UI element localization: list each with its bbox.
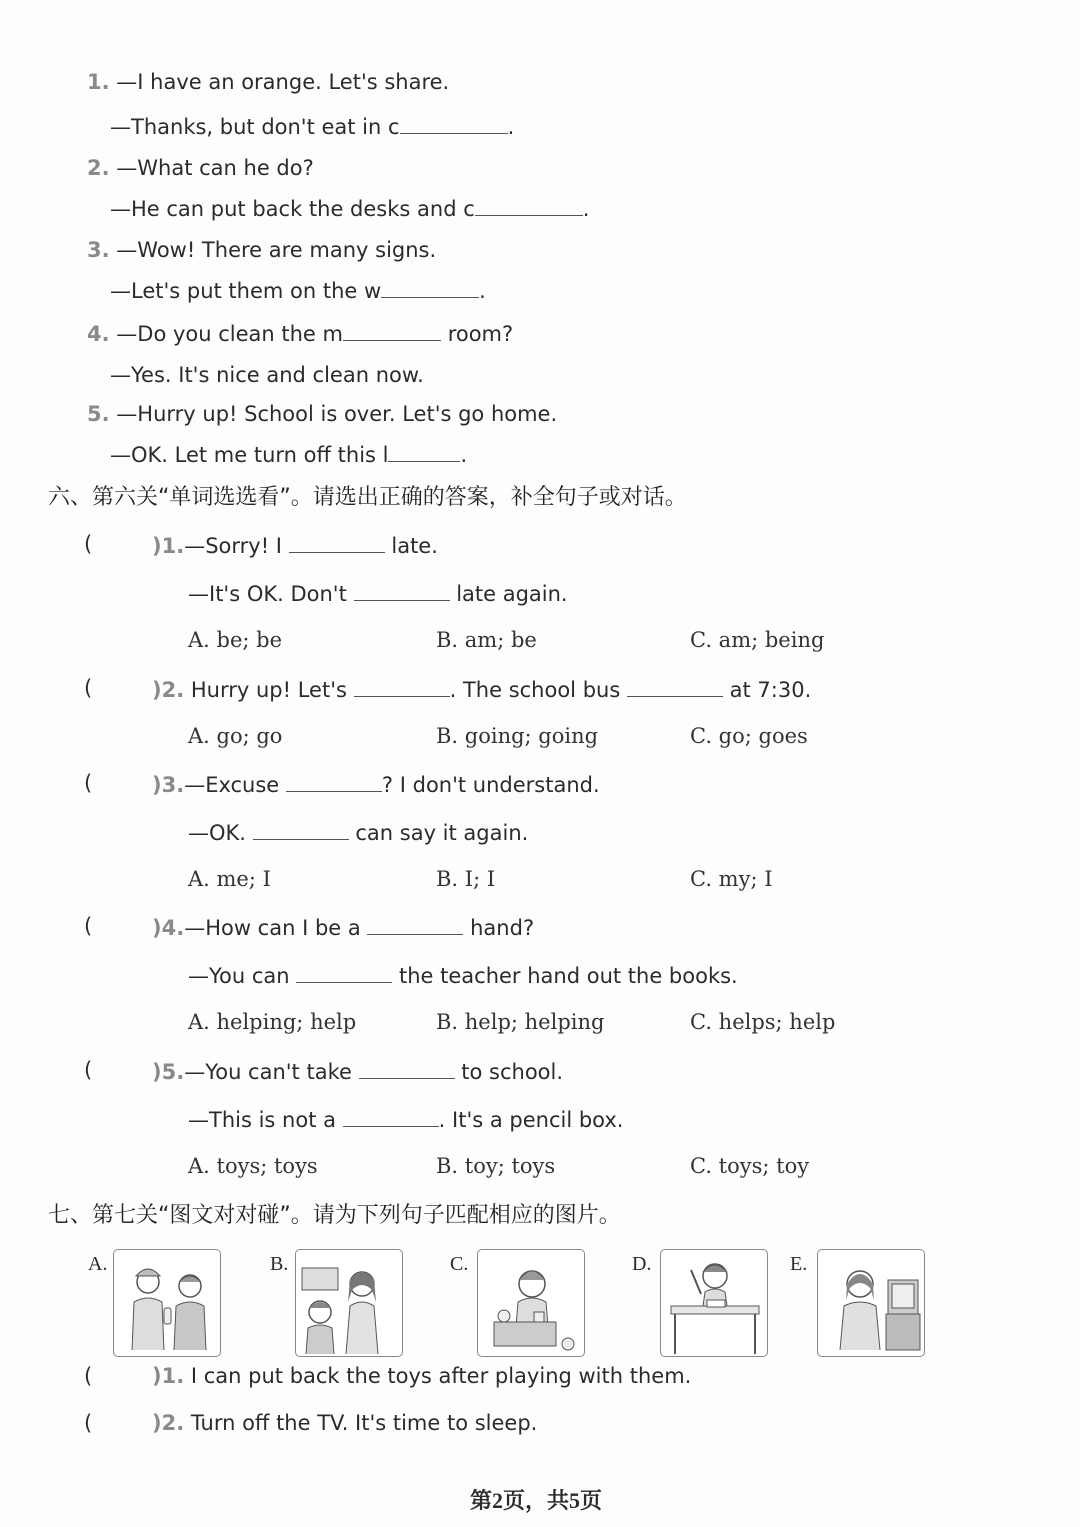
option-c[interactable]: C. toys; toy [690, 1154, 810, 1178]
s6-item-5-line2: —This is not a . It's a pencil box. [188, 1104, 623, 1134]
option-a[interactable]: A. be; be [188, 628, 283, 652]
answer-blank[interactable] [381, 275, 479, 298]
answer-blank[interactable] [354, 578, 450, 601]
option-c[interactable]: C. go; goes [690, 724, 808, 748]
picture-label-c: C. [450, 1253, 469, 1275]
section7-header: 七、第七关“图文对对碰”。请为下列句子匹配相应的图片。 [48, 1203, 621, 1228]
option-c[interactable]: C. am; being [690, 628, 825, 652]
option-b[interactable]: B. going; going [436, 724, 599, 748]
answer-blank[interactable] [343, 1104, 439, 1127]
s5-item-2-answer: —He can put back the desks and c . [110, 193, 589, 223]
answer-blank[interactable] [296, 960, 392, 983]
section6-header: 六、第六关“单词选选看”。请选出正确的答案，补全句子或对话。 [48, 485, 687, 510]
answer-blank[interactable] [343, 318, 441, 341]
s5-item-4-question: 4. —Do you clean the m room? [87, 318, 513, 348]
s7-item-1: )1. I can put back the toys after playing with them. [152, 1364, 692, 1388]
s6-item-1-line1: )1.—Sorry! I late. [152, 530, 438, 560]
s6-item-4-line2: —You can the teacher hand out the books. [188, 960, 738, 990]
s5-item-4-answer: —Yes. It's nice and clean now. [110, 363, 424, 387]
answer-blank[interactable] [289, 530, 385, 553]
option-b[interactable]: B. help; helping [436, 1010, 605, 1034]
answer-blank[interactable] [367, 912, 463, 935]
s6-item-4-line1: )4.—How can I be a hand? [152, 912, 534, 942]
s5-item-3-question: 3. —Wow! There are many signs. [87, 238, 437, 262]
s6-item-5-line1: )5.—You can't take to school. [152, 1056, 563, 1086]
s5-item-3-answer: —Let's put them on the w . [110, 275, 486, 305]
s6-item-2-line1: )2. Hurry up! Let's . The school bus at 7:30. [152, 674, 811, 704]
option-c[interactable]: C. helps; help [690, 1010, 836, 1034]
picture-e-girl-by-tv[interactable] [817, 1249, 925, 1357]
answer-blank[interactable] [627, 674, 723, 697]
s5-item-2-question: 2. —What can he do? [87, 156, 314, 180]
answer-paren[interactable]: ( [84, 1411, 93, 1435]
option-b[interactable]: B. toy; toys [436, 1154, 556, 1178]
s5-item-5-question: 5. —Hurry up! School is over. Let's go home. [87, 402, 558, 426]
option-a[interactable]: A. go; go [188, 724, 283, 748]
answer-blank[interactable] [388, 439, 460, 462]
option-c[interactable]: C. my; I [690, 867, 773, 891]
option-a[interactable]: A. helping; help [188, 1010, 357, 1034]
picture-b-kids-at-sink[interactable] [295, 1249, 403, 1357]
s7-item-2: )2. Turn off the TV. It's time to sleep. [152, 1411, 538, 1435]
s6-item-1-line2: —It's OK. Don't late again. [188, 578, 568, 608]
answer-blank[interactable] [400, 111, 508, 134]
picture-label-e: E. [790, 1253, 808, 1275]
answer-paren[interactable]: ( [84, 532, 93, 556]
option-a[interactable]: A. me; I [188, 867, 271, 891]
answer-paren[interactable]: ( [84, 1058, 93, 1082]
s6-item-3-line1: )3.—Excuse ? I don't understand. [152, 769, 600, 799]
picture-label-a: A. [88, 1253, 108, 1275]
picture-label-d: D. [632, 1253, 652, 1275]
answer-blank[interactable] [475, 193, 583, 216]
answer-paren[interactable]: ( [84, 771, 93, 795]
answer-paren[interactable]: ( [84, 914, 93, 938]
answer-blank[interactable] [359, 1056, 455, 1079]
picture-a-worker-giving-water[interactable] [113, 1249, 221, 1357]
s5-item-1-answer: —Thanks, but don't eat in c . [110, 111, 514, 141]
picture-label-b: B. [270, 1253, 289, 1275]
answer-paren[interactable]: ( [84, 676, 93, 700]
option-b[interactable]: B. I; I [436, 867, 496, 891]
picture-d-girl-at-desk[interactable] [660, 1249, 768, 1357]
answer-blank[interactable] [253, 817, 349, 840]
option-a[interactable]: A. toys; toys [188, 1154, 318, 1178]
option-b[interactable]: B. am; be [436, 628, 537, 652]
answer-paren[interactable]: ( [84, 1364, 93, 1388]
answer-blank[interactable] [354, 674, 450, 697]
page-number-footer: 第2页，共5页 [470, 1488, 603, 1513]
s6-item-3-line2: —OK. can say it again. [188, 817, 528, 847]
s5-item-1-question: 1. —I have an orange. Let's share. [87, 70, 450, 94]
answer-blank[interactable] [286, 769, 382, 792]
s5-item-5-answer: —OK. Let me turn off this l . [110, 439, 467, 469]
picture-c-girl-with-toy-box[interactable] [477, 1249, 585, 1357]
